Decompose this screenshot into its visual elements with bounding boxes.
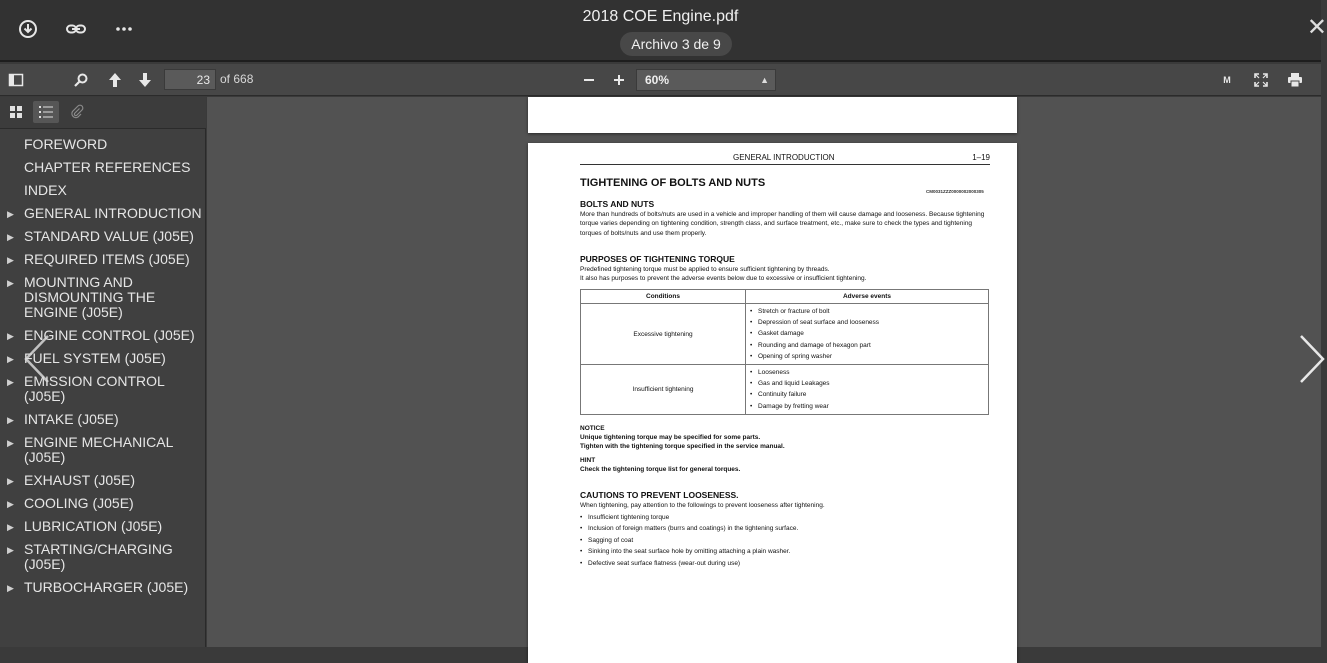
event-item: • Opening of spring washer [750, 351, 984, 362]
table-header-events: Adverse events [746, 290, 989, 304]
hint-label: HINT [580, 457, 596, 464]
caution-item: • Insufficient tightening torque [580, 512, 992, 523]
events-cell [746, 304, 989, 365]
page-total: of 668 [220, 72, 254, 86]
presentation-mode-button[interactable]: M [1223, 75, 1231, 85]
file-title: 2018 COE Engine.pdf [582, 8, 739, 25]
expand-triangle-icon[interactable]: ▶ [7, 278, 14, 288]
outline-item-general-introduction[interactable]: ▶ GENERAL INTRODUCTION [7, 205, 202, 221]
outline-item-intake[interactable]: ▶ INTAKE (J05E) [7, 411, 119, 427]
select-arrows-icon: ▲ [760, 75, 769, 85]
expand-triangle-icon[interactable]: ▶ [7, 415, 14, 425]
print-icon[interactable] [1284, 68, 1306, 92]
zoom-value: 60% [645, 73, 670, 87]
expand-triangle-icon[interactable]: ▶ [7, 209, 14, 219]
outline-item-turbocharger[interactable]: ▶ TURBOCHARGER (J05E) [7, 579, 189, 595]
caution-item: • Defective seat surface flatness (wear-out during use) [580, 558, 992, 569]
outline-item-chapter-references[interactable]: CHAPTER REFERENCES [24, 159, 191, 175]
notice-line-1: Unique tightening torque may be specified for some parts. [580, 434, 761, 441]
outline-item-exhaust[interactable]: ▶ EXHAUST (J05E) [7, 472, 135, 488]
caution-item: • Sagging of coat [580, 535, 992, 546]
expand-triangle-icon[interactable]: ▶ [7, 377, 14, 387]
outline-item-emission-control[interactable]: ▶ EMISSION CONTROL (J05E) [7, 373, 165, 404]
file-counter-badge: Archivo 3 de 9 [620, 32, 732, 56]
expand-triangle-icon[interactable]: ▶ [7, 232, 14, 242]
expand-triangle-icon[interactable]: ▶ [7, 522, 14, 532]
notice-line-2: Tighten with the tightening torque specified in the service manual. [580, 443, 785, 450]
plus-icon[interactable] [608, 68, 630, 92]
next-file-chevron-icon[interactable] [1291, 333, 1327, 385]
page-header-number: 1–19 [972, 153, 990, 162]
pdf-page [528, 143, 1017, 663]
page-number-input[interactable] [164, 69, 216, 90]
outline-icon[interactable] [33, 101, 59, 123]
previous-file-chevron-icon[interactable] [18, 333, 54, 385]
bolts-heading: BOLTS AND NUTS [580, 199, 655, 209]
close-icon[interactable]: ✕ [1306, 14, 1327, 41]
outline-item-fuel-system[interactable]: ▶ FUEL SYSTEM (J05E) [7, 350, 166, 366]
purposes-line-2: It also has purposes to prevent the adverse events below due to excessive or insufficient tightening. [580, 275, 867, 282]
condition-cell: Excessive tightening [581, 304, 746, 365]
cautions-list [580, 512, 992, 569]
document-code: CM0031ZZZ0000002000305 [926, 189, 984, 194]
event-item: • Damage by fretting wear [750, 401, 984, 412]
adverse-events-table [580, 289, 989, 415]
zoom-select[interactable] [636, 69, 776, 91]
event-item: • Depression of seat surface and looseness [750, 317, 984, 328]
caution-item: • Inclusion of foreign matters (burrs and coatings) in the tightening surface. [580, 523, 992, 534]
fullscreen-icon[interactable] [1250, 68, 1272, 92]
table-header-conditions: Conditions [581, 290, 746, 304]
condition-cell: Insufficient tightening [581, 365, 746, 415]
outline-item-engine-mechanical[interactable]: ▶ ENGINE MECHANICAL (J05E) [7, 434, 173, 465]
event-item: • Gas and liquid Leakages [750, 378, 984, 389]
page-header-section: GENERAL INTRODUCTION [733, 153, 835, 162]
hint-text: Check the tightening torque list for general torques. [580, 466, 741, 473]
table-row [581, 304, 989, 365]
previous-page [528, 97, 1017, 133]
expand-triangle-icon[interactable]: ▶ [7, 545, 14, 555]
outline-item-standard-value[interactable]: ▶ STANDARD VALUE (J05E) [7, 228, 194, 244]
expand-triangle-icon[interactable]: ▶ [7, 255, 14, 265]
outline-item-lubrication[interactable]: ▶ LUBRICATION (J05E) [7, 518, 163, 534]
outline-item-index[interactable]: INDEX [24, 182, 67, 198]
page-header [580, 155, 990, 165]
outline-item-cooling[interactable]: ▶ COOLING (J05E) [7, 495, 134, 511]
search-icon[interactable] [70, 68, 92, 92]
table-row [581, 365, 989, 415]
notice-label: NOTICE [580, 425, 605, 432]
sidebar-tabs [0, 97, 206, 129]
outline-item-foreword[interactable]: FOREWORD [24, 136, 108, 152]
thumbnails-icon[interactable] [3, 101, 29, 123]
document-viewport[interactable] [207, 97, 1321, 647]
bolts-text: More than hundreds of bolts/nuts are used in a vehicle and improper handling of them will cause damage and looseness. Because tightening torque varies depending on tightening condition, strength class, and surface treatment, etc., make sure to check the types and tightening torques of bolts/nuts and use them properly. [580, 211, 985, 237]
sidebar-toggle-icon[interactable] [5, 68, 27, 92]
cautions-heading: CAUTIONS TO PREVENT LOOSENESS. [580, 490, 739, 500]
expand-triangle-icon[interactable]: ▶ [7, 583, 14, 593]
event-item: • Stretch or fracture of bolt [750, 306, 984, 317]
expand-triangle-icon[interactable]: ▶ [7, 354, 14, 364]
outline-item-required-items[interactable]: ▶ REQUIRED ITEMS (J05E) [7, 251, 190, 267]
purposes-heading: PURPOSES OF TIGHTENING TORQUE [580, 254, 735, 264]
outline-item-mounting-dismounting[interactable]: ▶ MOUNTING AND DISMOUNTING THE ENGINE (J05E) [7, 274, 156, 320]
outline-item-starting-charging[interactable]: ▶ STARTING/CHARGING (J05E) [7, 541, 173, 572]
cautions-intro: When tightening, pay attention to the followings to prevent looseness after tightening. [580, 502, 825, 509]
event-item: • Continuity failure [750, 389, 984, 400]
outline-item-engine-control[interactable]: ▶ ENGINE CONTROL (J05E) [7, 327, 195, 343]
expand-triangle-icon[interactable]: ▶ [7, 331, 14, 341]
event-item: • Rounding and damage of hexagon part [750, 340, 984, 351]
event-item: • Looseness [750, 367, 984, 378]
viewer-header [0, 0, 1327, 62]
expand-triangle-icon[interactable]: ▶ [7, 476, 14, 486]
expand-triangle-icon[interactable]: ▶ [7, 499, 14, 509]
purposes-line-1: Predefined tightening torque must be applied to ensure sufficient tightening by threads. [580, 266, 830, 273]
expand-triangle-icon[interactable]: ▶ [7, 438, 14, 448]
arrow-up-icon[interactable] [104, 68, 126, 92]
caution-item: • Sinking into the seat surface hole by omitting attaching a plain washer. [580, 546, 992, 557]
pdf-toolbar [0, 64, 1321, 96]
event-item: • Gasket damage [750, 328, 984, 339]
page-title: TIGHTENING OF BOLTS AND NUTS [580, 177, 766, 189]
minus-icon[interactable] [578, 68, 600, 92]
attachment-icon[interactable] [64, 101, 90, 123]
arrow-down-icon[interactable] [134, 68, 156, 92]
events-cell [746, 365, 989, 415]
